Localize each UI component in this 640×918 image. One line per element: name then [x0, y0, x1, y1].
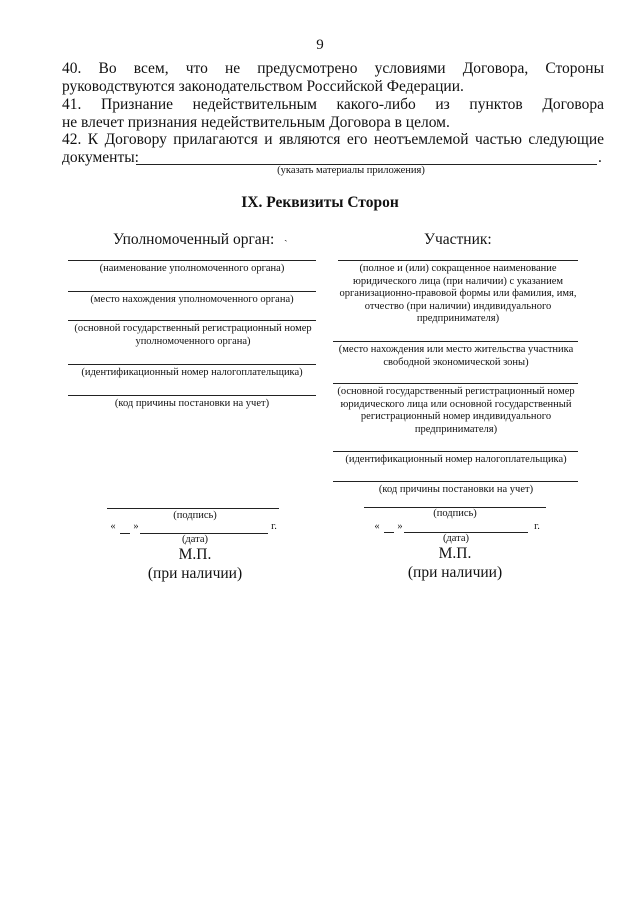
left-inn-caption: (идентификационный номер налогоплательщика): [81, 367, 303, 378]
left-inn-line[interactable]: [68, 364, 316, 365]
right-year-suffix: г.: [534, 521, 540, 532]
left-ogrn-line[interactable]: [68, 320, 316, 321]
right-signature-caption: (подпись): [433, 508, 477, 519]
section-title: IX. Реквизиты Сторон: [241, 194, 399, 211]
left-date-open-quote: «: [110, 521, 116, 532]
paragraph-42-line-1: 42. К Договору прилагаются и являются его неотъемлемой частью следующие: [62, 131, 604, 148]
right-name-caption: (полное и (или) сокращенное наименование юридического лица (при наличии) с указанием организационно-правовой формы или фамилия, имя, отчество (при наличии) индивидуального предпринимателя): [339, 263, 577, 324]
right-date-open-quote: «: [374, 521, 380, 532]
right-date-caption: (дата): [442, 533, 470, 544]
left-stamp: М.П.: [178, 546, 212, 563]
right-ogrn-caption: (основной государственный регистрационный номер юридического лица или основной государственный регистрационный номер индивидуального предпринимателя): [337, 386, 575, 435]
right-name-line[interactable]: [338, 260, 578, 261]
left-date-close-quote: »: [133, 521, 139, 532]
left-heading-mark: ˎ: [284, 230, 288, 242]
left-ogrn-caption: (основной государственный регистрационный номер уполномоченного органа): [74, 323, 312, 347]
paragraph-42-end: .: [598, 149, 602, 166]
left-org-address-caption: (место нахождения уполномоченного органа): [90, 294, 294, 305]
page-number: 9: [316, 37, 324, 53]
left-kpp-caption: (код причины постановки на учет): [114, 398, 270, 409]
paragraph-40-line-1: 40. Во всем, что не предусмотрено условиями Договора, Стороны: [62, 60, 604, 77]
right-stamp-note: (при наличии): [407, 564, 503, 581]
right-stamp: М.П.: [438, 545, 472, 562]
right-kpp-line[interactable]: [333, 481, 578, 482]
right-ogrn-line[interactable]: [333, 383, 578, 384]
left-signature-caption: (подпись): [173, 510, 217, 521]
left-org-name-caption: (наименование уполномоченного органа): [99, 263, 285, 274]
paragraph-40-line-2: руководствуются законодательством Российской Федерации.: [62, 78, 464, 95]
left-signature-line[interactable]: [107, 508, 279, 509]
right-heading: Участник:: [424, 231, 492, 248]
right-date-close-quote: »: [397, 521, 403, 532]
right-inn-line[interactable]: [333, 451, 578, 452]
right-inn-caption: (идентификационный номер налогоплательщика): [345, 454, 567, 465]
right-address-caption: (место нахождения или место жительства участника свободной экономической зоны): [338, 344, 574, 368]
paragraph-41-line-2: не влечет признания недействительным Договора в целом.: [62, 114, 450, 131]
left-year-suffix: г.: [271, 521, 277, 532]
right-kpp-caption: (код причины постановки на учет): [378, 484, 534, 495]
left-org-name-line[interactable]: [68, 260, 316, 261]
right-date-day-line[interactable]: [384, 532, 394, 533]
paragraph-41-line-1: 41. Признание недействительным какого-либо из пунктов Договора: [62, 96, 604, 113]
attachments-caption: (указать материалы приложения): [277, 165, 425, 176]
left-kpp-line[interactable]: [68, 395, 316, 396]
left-heading: Уполномоченный орган:: [113, 231, 275, 248]
left-org-address-line[interactable]: [68, 291, 316, 292]
left-date-caption: (дата): [181, 534, 209, 545]
left-date-day-line[interactable]: [120, 533, 130, 534]
right-address-line[interactable]: [333, 341, 578, 342]
paragraph-42-line-2: документы:: [62, 149, 139, 166]
left-stamp-note: (при наличии): [147, 565, 243, 582]
